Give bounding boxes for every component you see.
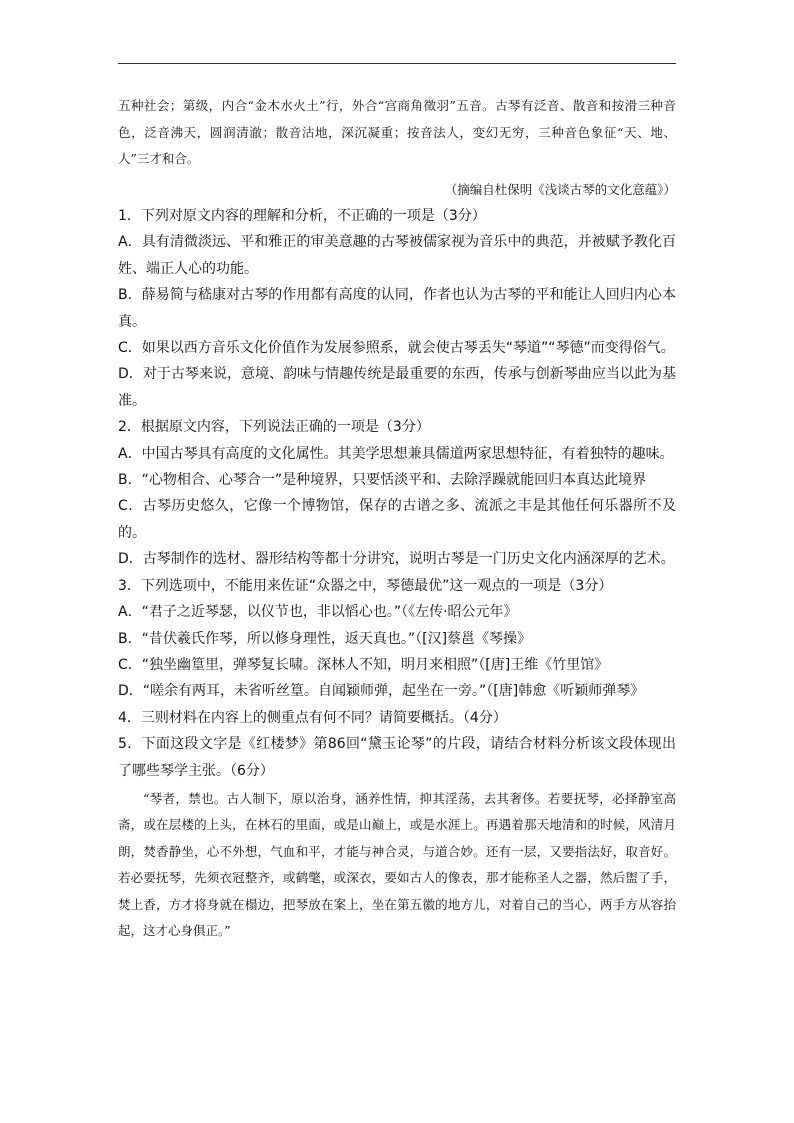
question-option: B．薛易简与嵇康对古琴的作用都有高度的认同，作者也认为古琴的平和能让人回归内心本真。 [118,287,676,330]
question-stem: 4．三则材料在内容上的侧重点有何不同？请简要概括。（4分） [118,709,507,726]
question-1 [118,203,676,414]
question-option: C．“独坐幽篁里，弹琴复长啸。深林人不知，明月来相照”（[唐]王维《竹里馆》 [118,656,609,673]
question-option: D．古琴制作的选材、器形结构等都十分讲究，说明古琴是一门历史文化内涵深厚的艺术。 [118,551,675,568]
question-stem: 3．下列选项中，不能用来佐证“众器之中，琴德最优”这一观点的一项是（3分） [118,577,613,594]
question-stem: 2．根据原文内容，下列说法正确的一项是（3分） [118,419,430,436]
question-stem: 1．下列对原文内容的理解和分析，不正确的一项是（3分） [118,208,486,224]
header-rule [118,63,676,64]
quote-block [118,786,676,945]
question-2 [118,414,676,572]
question-5 [118,731,676,784]
question-3 [118,573,676,705]
question-4 [118,705,676,731]
question-option: A．中国古琴具有高度的文化属性。其美学思想兼具儒道两家思想特征，有着独特的趣味。 [118,445,674,462]
source-note: （摘编自杜保明《浅谈古琴的文化意蕴》） [444,181,676,197]
question-option: A．具有清微淡远、平和雅正的审美意趣的古琴被儒家视为音乐中的典范，并被赋予教化百姓、端正人心的功能。 [118,234,676,277]
question-option: D．对于古琴来说，意境、韵味与情趣传统是最重要的东西，传承与创新琴曲应当以此为基准。 [118,366,676,409]
question-option: B．“心物相合、心琴合一”是种境界，只要恬淡平和、去除浮躁就能回归本真达此境界 [118,472,647,489]
question-stem: 5．下面这段文字是《红楼梦》第86回“黛玉论琴”的片段，请结合材料分析该文段体现出了哪些琴学主张。（6分） [118,736,676,779]
document-body [118,93,676,945]
question-option: C．如果以西方音乐文化价值作为发展参照系，就会使古琴丢失“琴道”“琴德”而变得俗气。 [118,340,675,357]
question-option: D．“嗟余有两耳，未省听丝篁。自闻颖师弹，起坐在一旁。”（[唐]韩愈《听颖师弹琴》 [118,683,645,700]
question-option: B．“昔伏羲氏作琴，所以修身理性，返天真也。”（[汉]蔡邕《琴操》 [118,630,532,647]
intro-paragraph: 五种社会；第级，内合“金木水火土”行，外合“宫商角徵羽”五音。古琴有泛音、散音和按滑三种音色，泛音沸天，圆润清澈；散音沽地，深沉凝重；按音法人，变幻无穷，三种音色象征“天、地、人”三才和合。 [118,98,676,166]
question-option: C．古琴历史悠久，它像一个博物馆，保存的古谱之多、流派之丰是其他任何乐器所不及的。 [118,498,676,541]
question-option: A．“君子之近琴瑟，以仪节也，非以慆心也。”（《左传·昭公元年》 [118,604,518,621]
quote-passage: “琴者，禁也。古人制下，原以治身，涵养性情，抑其淫荡，去其奢侈。若要抚琴，必择静室高斋，或在层楼的上头，在林石的里面，或是山巅上，或是水涯上。再遇着那天地清和的时候，风清月朗，焚香静坐，心不外想，气血和平，才能与神合灵，与道合妙。还有一层，又要指法好，取音好。若必要抚琴，先须衣冠整齐，或鹤氅，或深衣，要如古人的像表，那才能称圣人之器，然后盥了手，焚上香，方才将身就在榻边，把琴放在案上，坐在第五徽的地方儿，对着自己的当心，两手方从容抬起，这才心身俱正。” [118,790,676,939]
